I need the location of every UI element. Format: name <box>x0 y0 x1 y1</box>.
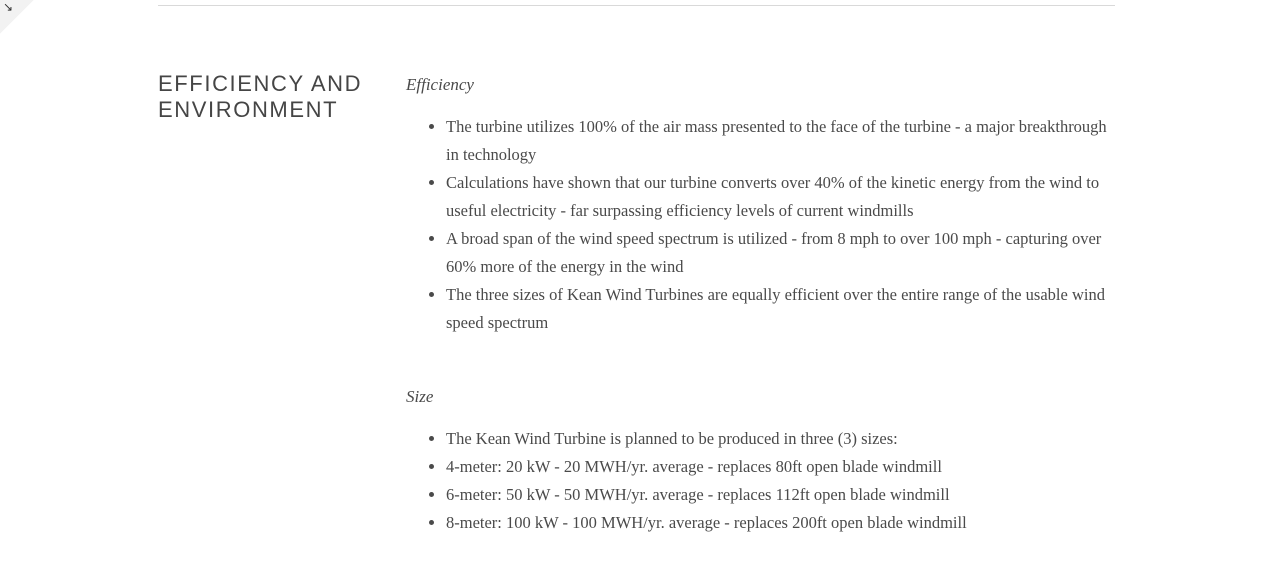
efficiency-block <box>406 71 1121 337</box>
section-content <box>406 71 1121 537</box>
list-item: • Calculations have shown that our turbine converts over 40% of the kinetic energy from the wind to useful electricity - far surpassing efficiency levels of current windmills <box>446 169 1121 225</box>
size-block <box>406 383 1121 537</box>
size-list <box>406 425 1121 537</box>
efficiency-subhead: Efficiency <box>406 75 474 94</box>
list-item: • 8-meter: 100 kW - 100 MWH/yr. average - replaces 200ft open blade windmill <box>446 509 1121 537</box>
section-heading <box>158 71 378 123</box>
section-heading-line-2: ENVIRONMENT <box>158 97 339 122</box>
efficiency-list <box>406 113 1121 337</box>
section-divider <box>158 5 1115 6</box>
resize-arrow-icon: ↘ <box>3 0 14 14</box>
list-item: • The turbine utilizes 100% of the air mass presented to the face of the turbine - a major breakthrough in technology <box>446 113 1121 169</box>
list-item: • 6-meter: 50 kW - 50 MWH/yr. average - replaces 112ft open blade windmill <box>446 481 1121 509</box>
list-item: • 4-meter: 20 kW - 20 MWH/yr. average - replaces 80ft open blade windmill <box>446 453 1121 481</box>
list-item: • The Kean Wind Turbine is planned to be produced in three (3) sizes: <box>446 425 1121 453</box>
size-subhead: Size <box>406 387 434 406</box>
corner-expand-toggle[interactable] <box>0 0 34 34</box>
list-item: • A broad span of the wind speed spectrum is utilized - from 8 mph to over 100 mph - capturing over 60% more of the energy in the wind <box>446 225 1121 281</box>
section-heading-line-1: EFFICIENCY AND <box>158 71 363 96</box>
list-item: • The three sizes of Kean Wind Turbines are equally efficient over the entire range of the usable wind speed spectrum <box>446 281 1121 337</box>
